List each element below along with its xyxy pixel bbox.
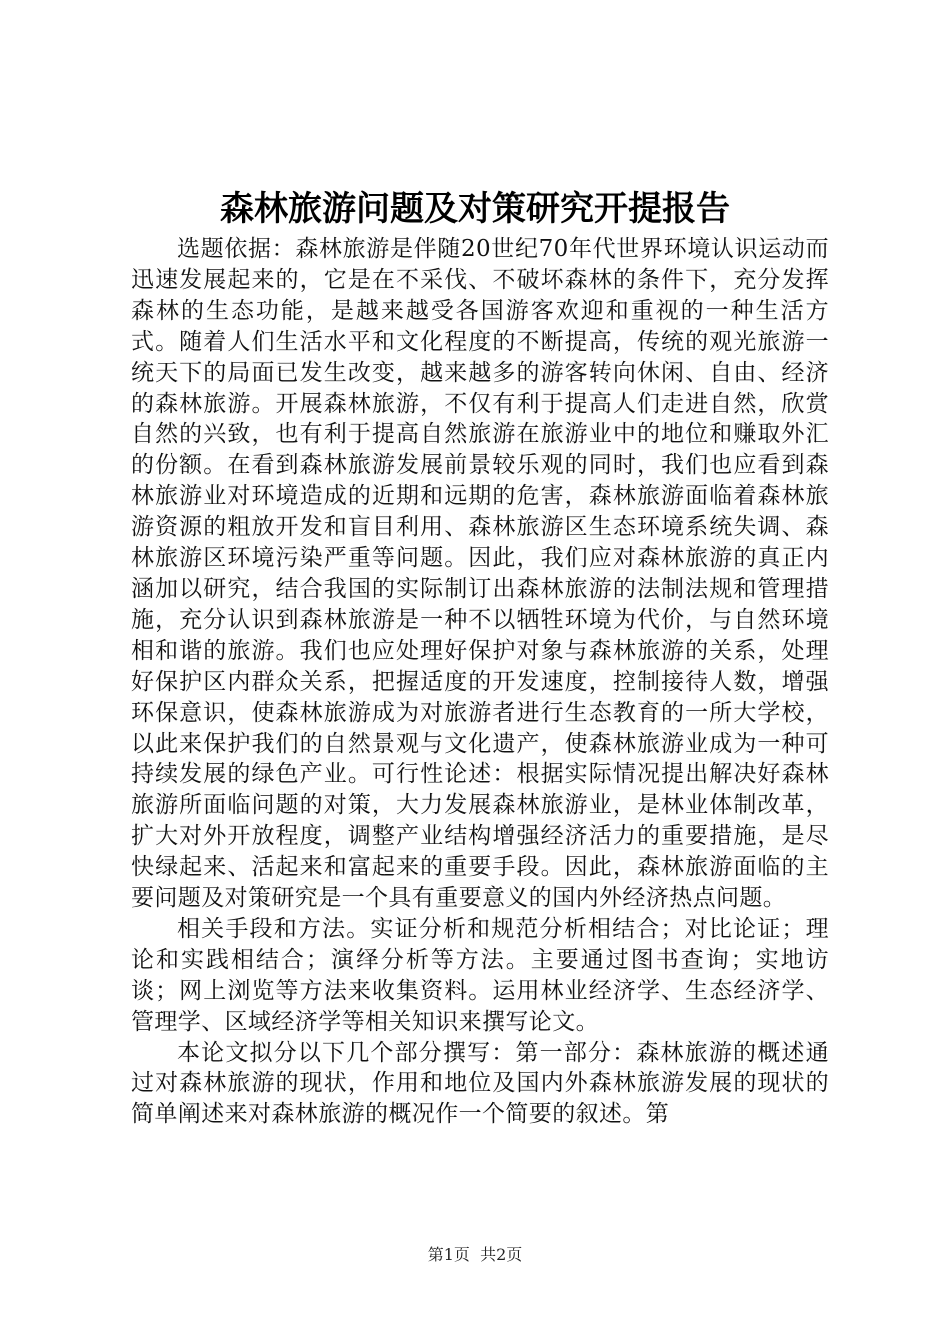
paragraph-topic-basis: 选题依据：森林旅游是伴随20世纪70年代世界环境认识运动而迅速发展起来的，它是在不采伐、不破坏森林的条件下，充分发挥森林的生态功能，是越来越受各国游客欢迎和重视的一种生活方式。随着人们生活水平和文化程度的不断提高，传统的观光旅游一统天下的局面已发生改变，越来越多的游客转向休闲、自由、经济的森林旅游。开展森林旅游，不仅有利于提高人们走进自然，欣赏自然的兴致，也有利于提高自然旅游在旅游业中的地位和赚取外汇的份额。在看到森林旅游发展前景较乐观的同时，我们也应看到森林旅游业对环境造成的近期和远期的危害，森林旅游面临着森林旅游资源的粗放开发和盲目利用、森林旅游区生态环境系统失调、森林旅游区环境污染严重等问题。因此，我们应对森林旅游的真正内涵加以研究，结合我国的实际制订出森林旅游的法制法规和管理措施，充分认识到森林旅游是一种不以牺牲环境为代价，与自然环境相和谐的旅游。我们也应处理好保护对象与森林旅游的关系，处理好保护区内群众关系，把握适度的开发速度，控制接待人数，增强环保意识，使森林旅游成为对旅游者进行生态教育的一所大学校，以此来保护我们的自然景观与文化遗产，使森林旅游业成为一种可持续发展的绿色产业。可行性论述：根据实际情况提出解决好森林旅游所面临问题的对策，大力发展森林旅游业，是林业体制改革，扩大对外开放程度，调整产业结构增强经济活力的重要措施，是尽快绿起来、活起来和富起来的重要手段。因此，森林旅游面临的主要问题及对策研究是一个具有重要意义的国内外经济热点问题。 [131,236,829,912]
page-footer [0,1245,950,1265]
document-body [131,234,829,1130]
paragraph-methods: 相关手段和方法。实证分析和规范分析相结合；对比论证；理论和实践相结合；演绎分析等方法。主要通过图书查询；实地访谈；网上浏览等方法来收集资料。运用林业经济学、生态经济学、管理学、区域经济学等相关知识来撰写论文。 [131,915,829,1035]
page-number: 第1页 共2页 [427,1245,523,1264]
document-title: 森林旅游问题及对策研究开提报告 [220,189,730,229]
paragraph-structure: 本论文拟分以下几个部分撰写：第一部分：森林旅游的概述通过对森林旅游的现状，作用和地位及国内外森林旅游发展的现状的简单阐述来对森林旅游的概况作一个简要的叙述。第 [131,1039,829,1128]
